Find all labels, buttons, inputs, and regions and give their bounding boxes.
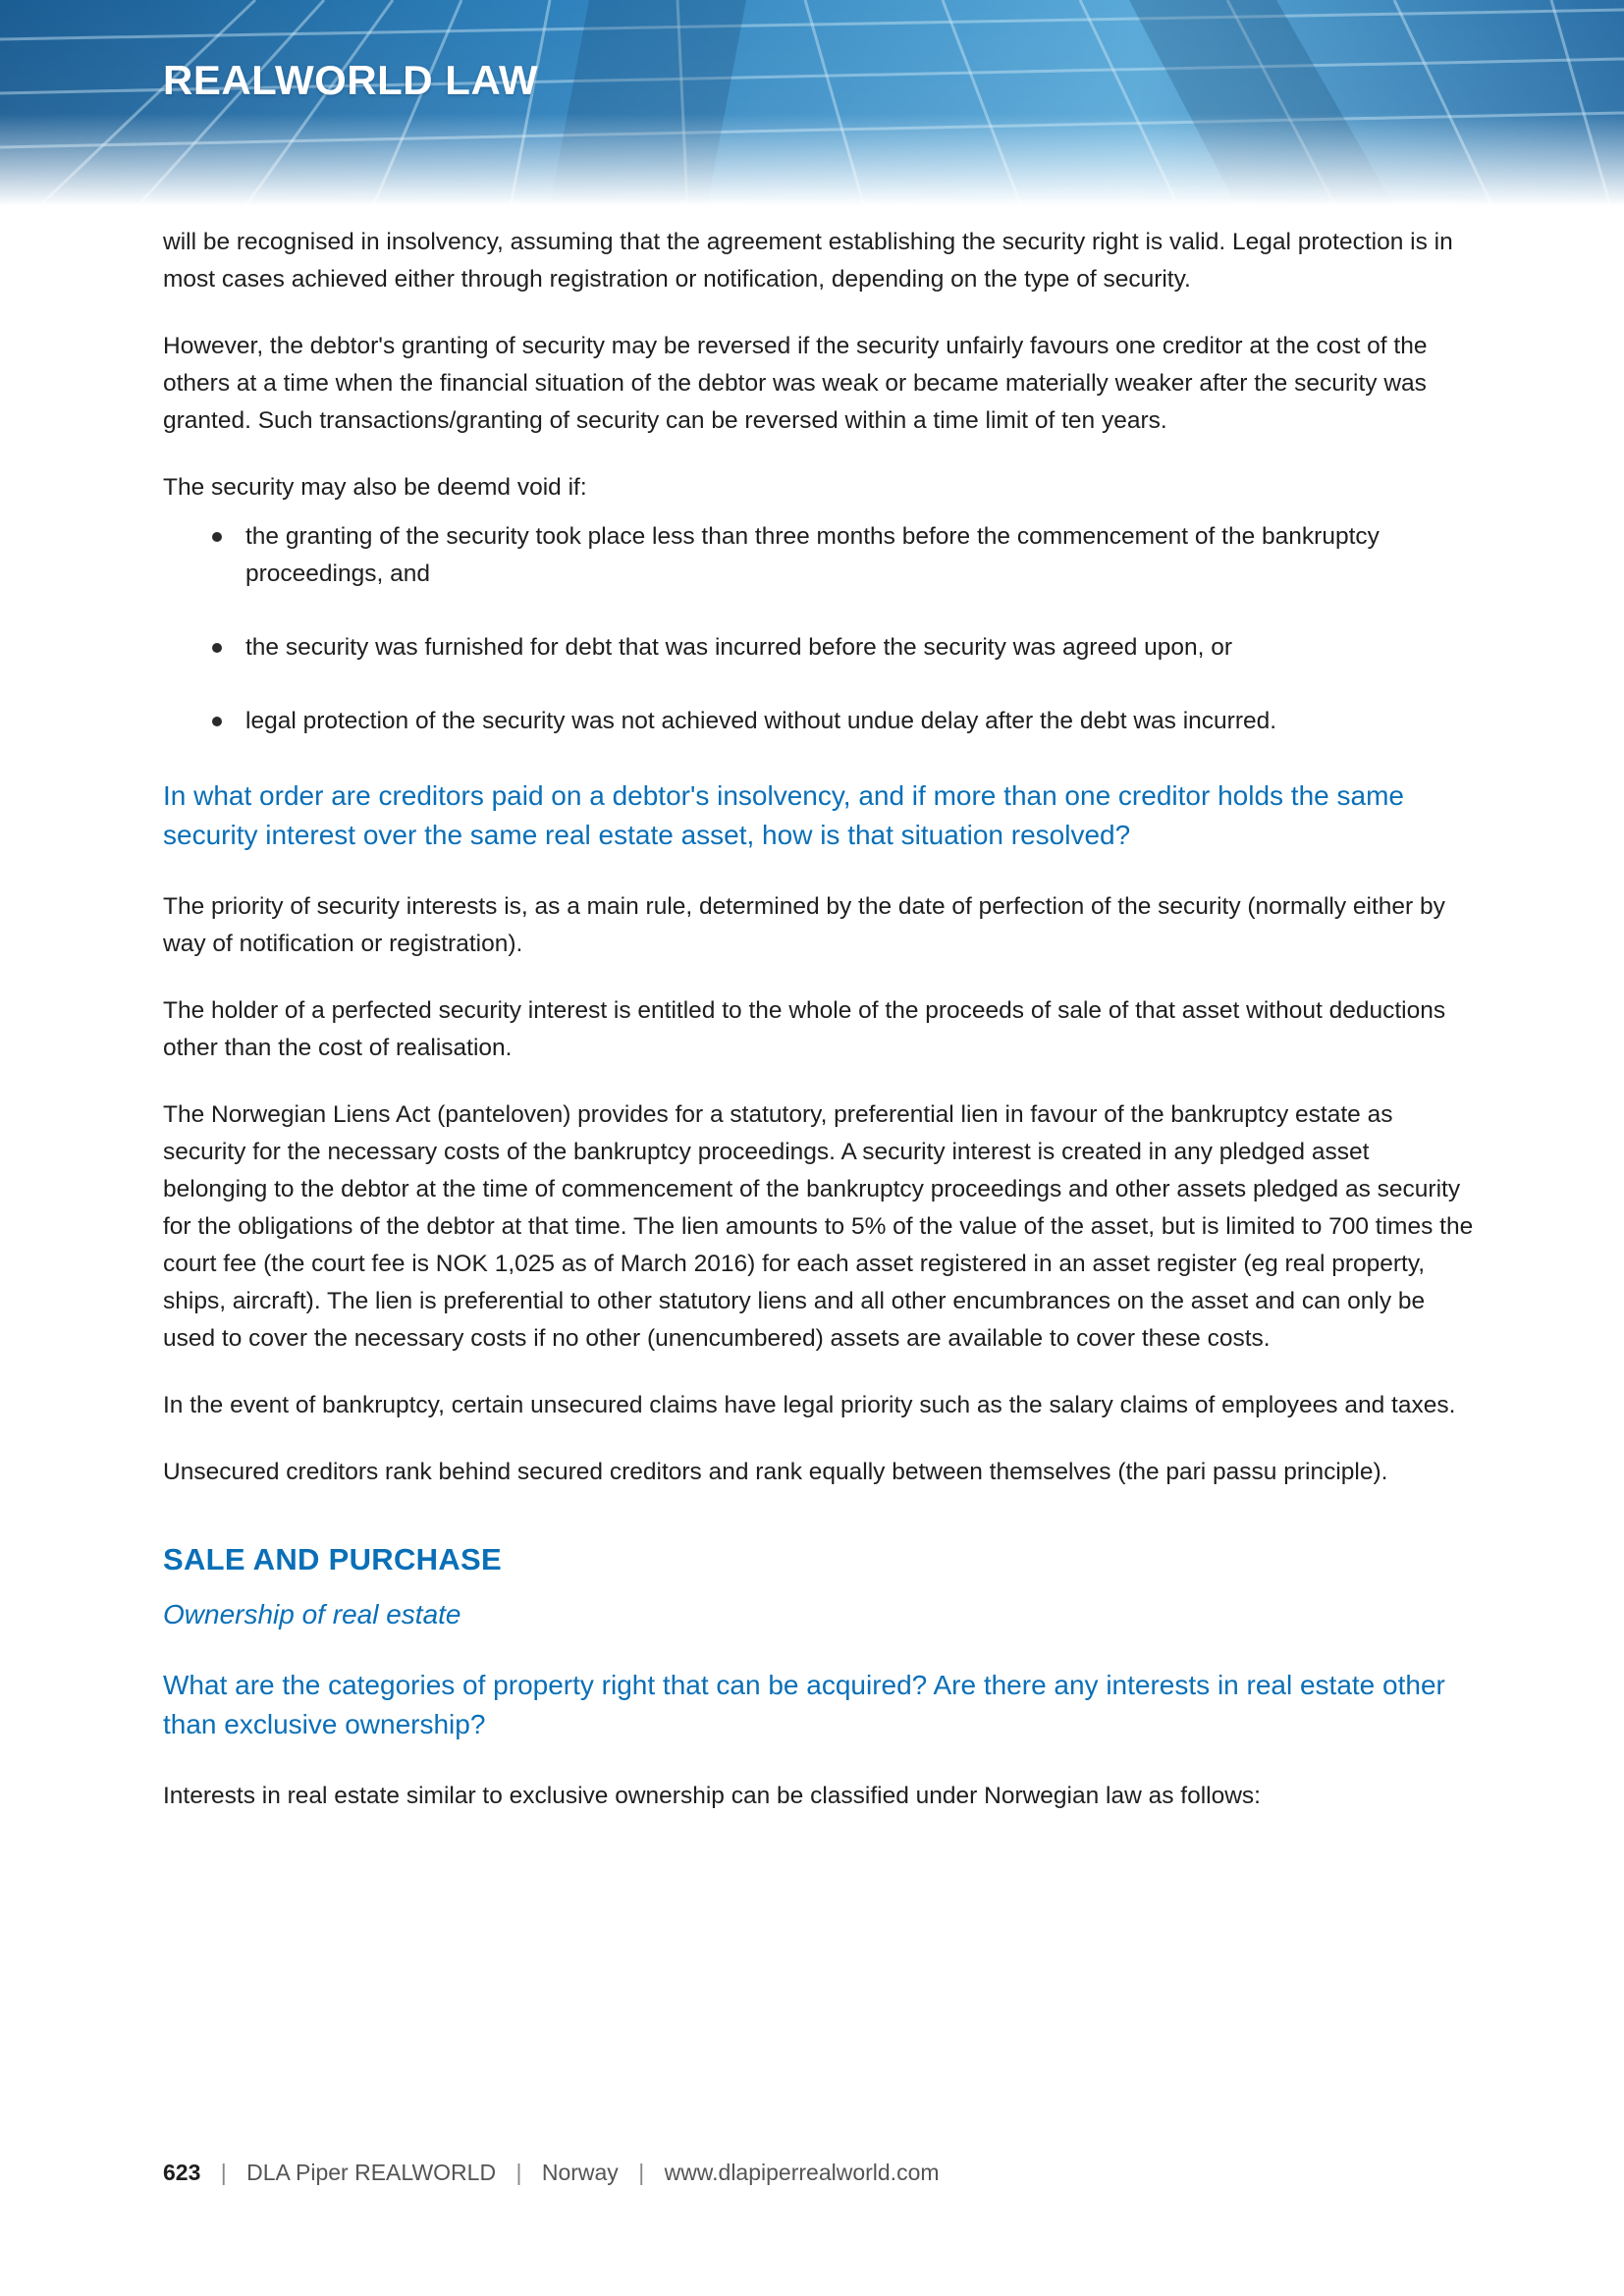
paragraph: will be recognised in insolvency, assuming that the agreement establishing the security right is valid. Legal protection is in most cases achieved either through registration or notification, depending on the type of security. [163, 229, 1453, 293]
page-content [163, 224, 1479, 1844]
bullet-icon [212, 717, 222, 726]
country-name: Norway [541, 2160, 619, 2185]
publication-name: DLA Piper REALWORLD [246, 2160, 497, 2185]
paragraph: In the event of bankruptcy, certain unsecured claims have legal priority such as the salary claims of employees and taxes. [163, 1392, 1456, 1418]
brand-title: REALWORLD LAW [163, 57, 539, 103]
header-banner [0, 0, 1624, 206]
question-heading: What are the categories of property right that can be acquired? Are there any interests in real estate other than exclusive ownership? [163, 1670, 1445, 1739]
question-heading: In what order are creditors paid on a debtor's insolvency, and if more than one creditor holds the same security interest over the same real estate asset, how is that situation resolved? [163, 780, 1404, 850]
paragraph: The holder of a perfected security interest is entitled to the whole of the proceeds of sale of that asset without deductions other than the cost of realisation. [163, 997, 1446, 1061]
website-link[interactable]: www.dlapiperrealworld.com [664, 2160, 940, 2185]
paragraph: The Norwegian Liens Act (panteloven) provides for a statutory, preferential lien in favour of the bankruptcy estate as security for the necessary costs of the bankruptcy proceedings. A security interest is created in any pledged asset belonging to the debtor at the time of commencement of the bankruptcy proceedings and other assets pledged as security for the obligations of the debtor at that time. The lien amounts to 5% of the value of the asset, but is limited to 700 times the court fee (the court fee is NOK 1,025 as of March 2016) for each asset registered in an asset register (eg real property, ships, aircraft). The lien is preferential to other statutory liens and all other encumbrances on the asset and can only be used to cover the necessary costs if no other (unencumbered) assets are available to cover these costs. [163, 1101, 1474, 1352]
list-item-text: the security was furnished for debt that was incurred before the security was agreed upon, or [245, 634, 1233, 661]
paragraph: Interests in real estate similar to exclusive ownership can be classified under Norwegian law as follows: [163, 1783, 1261, 1809]
footer-separator: | [515, 2160, 522, 2185]
paragraph: Unsecured creditors rank behind secured creditors and rank equally between themselves (the pari passu principle). [163, 1459, 1388, 1485]
page-footer [163, 2160, 940, 2186]
subsection-heading: Ownership of real estate [163, 1599, 461, 1629]
paragraph: The security may also be deemd void if: [163, 474, 587, 501]
bullet-icon [212, 643, 222, 653]
list-item-text: legal protection of the security was not achieved without undue delay after the debt was incurred. [245, 708, 1277, 734]
bullet-icon [212, 532, 222, 542]
section-heading: SALE AND PURCHASE [163, 1542, 502, 1576]
page-number: 623 [163, 2160, 201, 2185]
paragraph: However, the debtor's granting of security may be reversed if the security unfairly favours one creditor at the cost of the others at a time when the financial situation of the debtor was weak or became materially weaker after the security was granted. Such transactions/granting of security can be reversed within a time limit of ten years. [163, 333, 1428, 434]
bullet-list [163, 518, 1479, 740]
footer-separator: | [220, 2160, 227, 2185]
paragraph: The priority of security interests is, as a main rule, determined by the date of perfection of the security (normally either by way of notification or registration). [163, 893, 1445, 957]
list-item-text: the granting of the security took place less than three months before the commencement of the bankruptcy proceedings, and [245, 523, 1380, 587]
list-item [163, 518, 1479, 593]
list-item [163, 703, 1479, 740]
list-item [163, 629, 1479, 667]
footer-separator: | [638, 2160, 645, 2185]
